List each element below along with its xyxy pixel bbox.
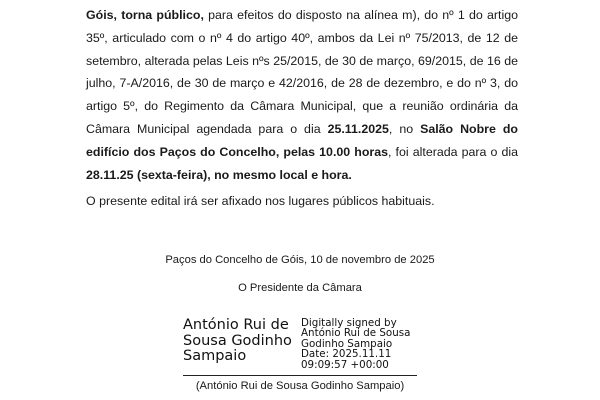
text-run: , no (388, 121, 421, 136)
bold-text-run: 25.11.2025 (327, 121, 389, 136)
text-run: , foi alterada para o dia (388, 144, 519, 159)
bold-text-run: Salão Nobre do edifício dos Paços do Concelho, pelas 10.00 horas (86, 121, 518, 159)
signature-detail-line: Date: 2025.11.11 (301, 348, 392, 361)
signature-name-line: António Rui de (183, 317, 289, 333)
signature-details (301, 318, 461, 370)
signer-name-footer: (António Rui de Sousa Godinho Sampaio) (195, 380, 405, 392)
signature-line (183, 375, 417, 376)
text-run: para efeitos do disposto na alínea m), do nº 1 do artigo 35º, articulado com o nº 4 do artigo 40º, ambos da Lei nº 75/2013, de 12 de setembro, alterada pelas Leis nºs 25/2015, de 30 de março, 69/2015, de 16 de julho, 7-A/2016, de 30 de março e 42/2016, de 28 de dezembro, e do nº 3, do artigo 5º, do Regimento da Câmara Municipal, que a reunião ordinária da Câmara Municipal agendada para o dia (86, 8, 518, 136)
edital-main-paragraph (86, 4, 518, 186)
bold-text-run: 28.11.25 (sexta-feira), no mesmo local e hora. (86, 167, 352, 182)
place-and-date: Paços do Concelho de Góis, 10 de novembro de 2025 (165, 254, 435, 266)
posting-notice-paragraph: O presente edital irá ser afixado nos lugares públicos habituais. (86, 194, 435, 208)
signature-detail-line: António Rui de Sousa (301, 327, 411, 340)
president-title: O Presidente da Câmara (238, 282, 362, 294)
bold-text-run: Góis, torna público, (86, 8, 204, 22)
signature-detail-line: Digitally signed by (301, 317, 397, 329)
signature-name-line: Sousa Godinho (183, 332, 292, 349)
digital-signature-block (183, 318, 463, 372)
signature-name (183, 318, 303, 365)
signature-detail-line: Godinho Sampaio (301, 337, 393, 350)
signature-detail-line: 09:09:57 +00:00 (301, 358, 389, 371)
signature-name-line: Sampaio (183, 348, 247, 364)
